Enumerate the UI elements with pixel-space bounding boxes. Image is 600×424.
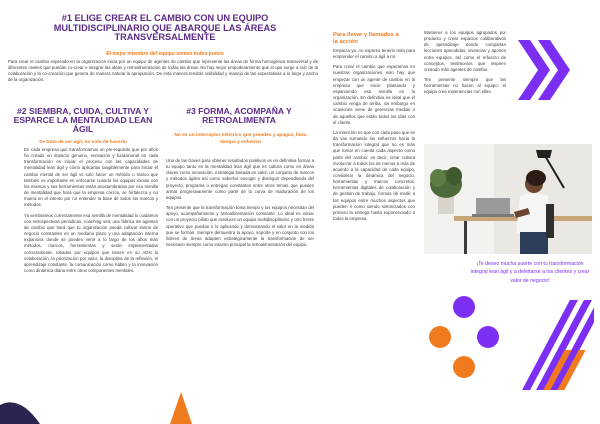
section1-body: Para crear el cambio esperado en la organización inicia por un equipo de agentes de cambio que represente las áreas de forma homogénea transversal y de diferentes niveles que puedan co-crear e integrar las ideas y retroalimentación de todas las áreas. No hay mejor empoderamiento que el que surge a raíz de la colaboración y la co-creación que genera de manera natural la apropiación. De esta manera tendrás visibilidad y manejo de las expectativas a lo largo y ancho de la organización. <box>8 59 318 83</box>
cta-message: ¡Te deseo mucha suerte con tu transformación integral lean ágil y a deleitarse a los clientes y crear valor de negocio! <box>470 261 590 284</box>
section3-body <box>166 158 314 252</box>
purple-shape-decoration <box>0 395 40 424</box>
right-note-2: Ten presente siempre que las herramientas no hacen al equipo: el equipo crea experiencias con ellas. <box>424 77 506 95</box>
right-notes <box>424 30 506 100</box>
section3-title: #3 FORMA, ACOMPAÑA Y RETROALIMENTA <box>186 106 292 126</box>
section2-paragraph-1: En cada empresa que transformamos un pre-requisito que por años ha creado un impacto genuino, sensación y fundacional en cada transformación es iniciar el proceso con las capacidades de mentalidad lean ágil y cómo aplicarlas tangiblemente para iniciar el cambio mental de ser ágil vs solo hacer un método o marco que también es importante en enfocarse cuando los equipos inician con los mismos y sus herramientas están acostumbrados por eso semilla de mentalidad que hará que la empresa crezca, se fortalezca y no muera en el intento por no entender la base de todos los marcos y métodos. <box>24 147 158 208</box>
section1-title: #1 ELIGE CREAR EL CAMBIO CON UN EQUIPO MULTIDISCIPLINARIO QUE ABARQUE LAS ÁREAS TRANSVERSALMENTE <box>53 13 277 43</box>
section2-body <box>24 147 158 278</box>
section-cta-body <box>333 48 415 226</box>
dots-decoration <box>424 295 504 381</box>
cta-paragraph-3: La intención es que con cada paso que se da vas sumando los esfuerzos hacia la transformación integral que no es más que tomar en cuenta cada aspecto como parte del cambio: es decir, crear cultura involucrar a todos los de menos a más de acuerdo a la capacidad de cada equipo, considerar la dinámica del negocio, herramientas y marcos concretos, herramientas digitales de colaboración y de gestión de trabajo, formas de medir a los equipos entre muchos aspectos que pueden ir como siendo sintonizados con primero la entrega hasta exponenciado a todos la empresa. <box>333 129 415 222</box>
section2-subtitle: Se trata de ser ágil, no solo de hacerlo <box>39 140 127 145</box>
cta-paragraph-1: Empieza ya, no esperes tenerlo todo para emprender el camino a ágil a mí. <box>333 48 415 60</box>
section3-paragraph-1: Una de las claves para obtener resultados positivos es en definitiva formar a tu equipo tanto en la mentalidad lean ágil que es cultura como en áreas claves como innovación, estrategia basada en valor, un conjunto de marcos y métodos ágiles así como saberlos escoger y distinguir dependiendo del proyecto, programa o entregas constantes entre otros temas que puedes armar progresivamente como parte de la curva de maduración de los equipos. <box>166 158 314 200</box>
orange-triangle-decoration <box>170 392 192 424</box>
chevron-decoration-top <box>512 30 592 110</box>
stripes-decoration <box>514 300 594 390</box>
section1-subtitle: El mejor miembro del equipo somos todos juntos <box>106 51 224 57</box>
section3-paragraph-2: Ten presente que la transformación toma tiempo y los equipos necesitan del apoyo, acompañamiento y retroalimentación constante. Lo ideal es iniciar con un proyecto piloto que involucre un equipo multidisciplinario y otro frente operativo que puedan ir lo aplicando y demostrando el valor en la medida que se forman. Siempre demuestra tu apoyo, soporte y en conjunto con los líderes de áreas adapten estratégicamente la transformación de ser necesario siempre como insumo principal la retroalimentación del equipo. <box>166 205 314 248</box>
cta-paragraph-2: Para crear el cambio que esperamos en nuestras organizaciones solo hay que empezar con un agente de cambio en la empresa que inicie plantando y esparciendo esa semilla en la organización. En definitiva es ideal que el cambio venga de arriba, sin embargo en ocasiones viene de gerencias medias o de aquellos que están todos los días con el cliente. <box>333 64 415 125</box>
office-photo <box>424 144 592 254</box>
section-cta-title: Para llevar y llamados a la acción <box>333 32 399 45</box>
section2-title: #2 SIEMBRA, CUIDA, CULTIVA Y ESPARCE LA MENTALIDAD LEAN ÁGIL <box>13 106 153 135</box>
right-note-1: Mantener a los equipos agrupados por producto y crear espacios colaborativos de aprendizaje donde compartan lecciones aprendidas, vivencias y aportes entre equipos, así como el refuerzo de conceptos, testimonios que inspiren creando más agentes de cambio. <box>424 30 506 72</box>
section3-subtitle: No es un interruptor eléctrico que prendes y apagas, lleva tiempo y esfuerzo <box>174 133 307 146</box>
section2-paragraph-2: Ya sembramos correctamente esa semilla de mentalidad lo cuidamos con retrospectivas periódicas, coaching seis una fábrica de agentes de cambio que hará que tu organización pueda cultivar éxitos de negocio constantes en un mediano plazo y una adaptación interna expansiva donde se pueden venir a lo largo de los años más métodos, marcos, herramientas y serán implementadas correctamente. Ideados por equipos que tienen en su ADN la colaboración, la priorización por valor, la disciplina de la reflexión, el aprendizaje constante, la comunicación como hábito y la innovación como dinámica diaria entre otros componentes mentales. <box>24 212 158 273</box>
